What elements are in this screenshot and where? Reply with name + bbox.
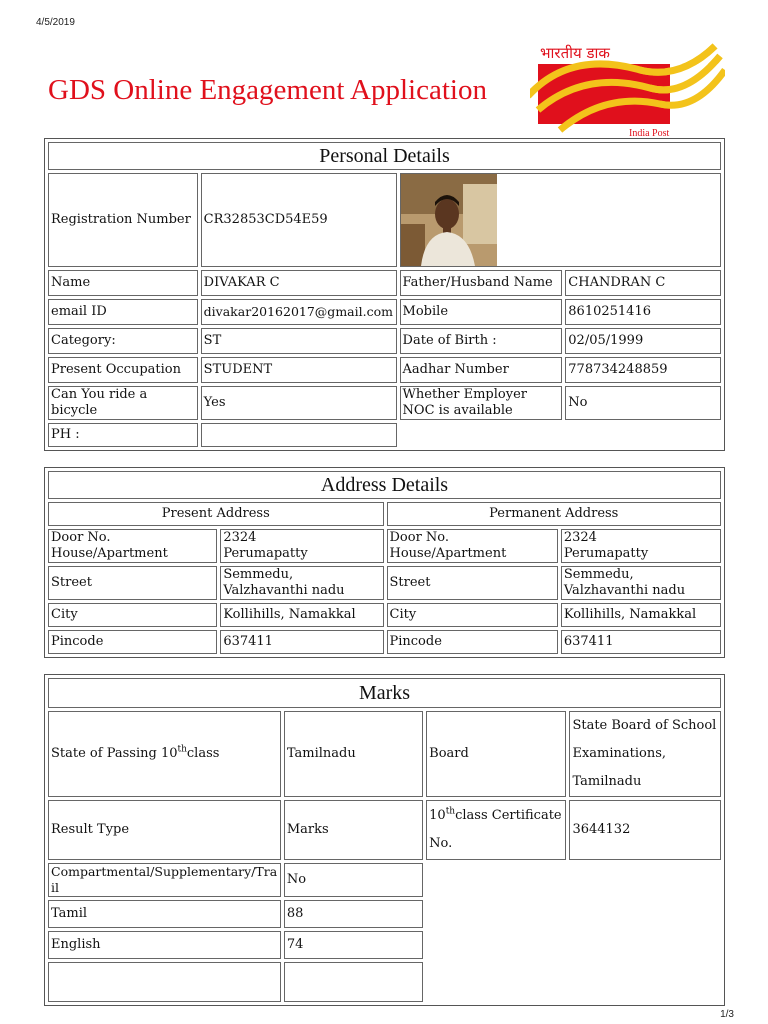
subject-score: 88: [284, 900, 423, 928]
permanent-door-label: [387, 529, 558, 563]
permanent-house: Perumapatty: [563, 546, 649, 561]
marks-heading: Marks: [48, 678, 721, 708]
category-label: Category:: [48, 328, 198, 354]
permanent-door-value: [561, 529, 721, 563]
house-label: House/Apartment: [51, 546, 168, 561]
certificate-number-value: 3644132: [569, 800, 721, 860]
state-of-passing-value: Tamilnadu: [284, 711, 423, 797]
house-label: House/Apartment: [389, 546, 507, 561]
present-street-label: Street: [48, 566, 217, 600]
present-house: Perumapatty: [223, 546, 308, 561]
present-address-heading: Present Address: [48, 502, 384, 526]
permanent-door-number: 2324: [563, 530, 597, 545]
personal-details-table: [44, 138, 725, 451]
marks-table: [44, 674, 725, 1006]
compartmental-value: No: [284, 863, 423, 897]
logo-english-text: India Post: [629, 128, 670, 139]
name-label: Name: [48, 270, 198, 296]
compartmental-label: Compartmental/Supplementary/Trail: [48, 863, 281, 897]
dob-label: Date of Birth :: [400, 328, 563, 354]
category-value: ST: [201, 328, 397, 354]
board-value: State Board of School Examinations, Tamilnadu: [569, 711, 721, 797]
print-date: 4/5/2019: [36, 17, 75, 28]
dob-value: 02/05/1999: [565, 328, 721, 354]
india-post-logo: [530, 40, 725, 140]
mobile-label: Mobile: [400, 299, 563, 325]
present-pincode-label: Pincode: [48, 630, 217, 654]
present-city-label: City: [48, 603, 217, 627]
door-label: Door No.: [389, 530, 450, 545]
permanent-city-value: Kollihills, Namakkal: [561, 603, 721, 627]
occupation-value: STUDENT: [201, 357, 397, 383]
page-title: GDS Online Engagement Application: [48, 74, 487, 106]
board-label: Board: [426, 711, 566, 797]
address-details-table: [44, 467, 725, 658]
subject-name: Tamil: [48, 900, 281, 928]
father-name-value: CHANDRAN C: [565, 270, 721, 296]
applicant-photo: [401, 174, 497, 266]
photo-cell: [400, 173, 721, 267]
email-label: email ID: [48, 299, 198, 325]
subject-name-empty: [48, 962, 281, 1002]
name-value: DIVAKAR C: [201, 270, 397, 296]
present-door-value: [220, 529, 383, 563]
subject-score-empty: [284, 962, 423, 1002]
present-street-value: Semmedu, Valzhavanthi nadu: [220, 566, 383, 600]
bicycle-label: Can You ride a bicycle: [48, 386, 198, 420]
personal-details-heading: Personal Details: [48, 142, 721, 170]
permanent-street-label: Street: [387, 566, 558, 600]
aadhar-value: 778734248859: [565, 357, 721, 383]
permanent-pincode-value: 637411: [561, 630, 721, 654]
occupation-label: Present Occupation: [48, 357, 198, 383]
address-details-heading: Address Details: [48, 471, 721, 499]
ph-label: PH :: [48, 423, 198, 447]
present-pincode-value: 637411: [220, 630, 383, 654]
door-label: Door No.: [51, 530, 111, 545]
permanent-address-heading: Permanent Address: [387, 502, 722, 526]
permanent-street-value: Semmedu, Valzhavanthi nadu: [561, 566, 721, 600]
certificate-number-label: 10thclass Certificate No.: [426, 800, 566, 860]
logo-hindi-text: भारतीय डाक: [540, 44, 610, 62]
registration-value: CR32853CD54E59: [201, 173, 397, 267]
result-type-label: Result Type: [48, 800, 281, 860]
permanent-pincode-label: Pincode: [387, 630, 558, 654]
page-number: 1/3: [720, 1009, 734, 1020]
subject-name: English: [48, 931, 281, 959]
noc-value: No: [565, 386, 721, 420]
bicycle-value: Yes: [201, 386, 397, 420]
ph-value: [201, 423, 397, 447]
present-door-number: 2324: [223, 530, 257, 545]
email-value: divakar20162017@gmail.com: [201, 299, 397, 325]
present-city-value: Kollihills, Namakkal: [220, 603, 383, 627]
permanent-city-label: City: [387, 603, 558, 627]
registration-label: Registration Number: [48, 173, 198, 267]
father-name-label: Father/Husband Name: [400, 270, 563, 296]
state-of-passing-label: State of Passing 10thclass: [48, 711, 281, 797]
result-type-value: Marks: [284, 800, 423, 860]
mobile-value: 8610251416: [565, 299, 721, 325]
aadhar-label: Aadhar Number: [400, 357, 563, 383]
noc-label: Whether Employer NOC is available: [400, 386, 563, 420]
subject-score: 74: [284, 931, 423, 959]
present-door-label: [48, 529, 217, 563]
